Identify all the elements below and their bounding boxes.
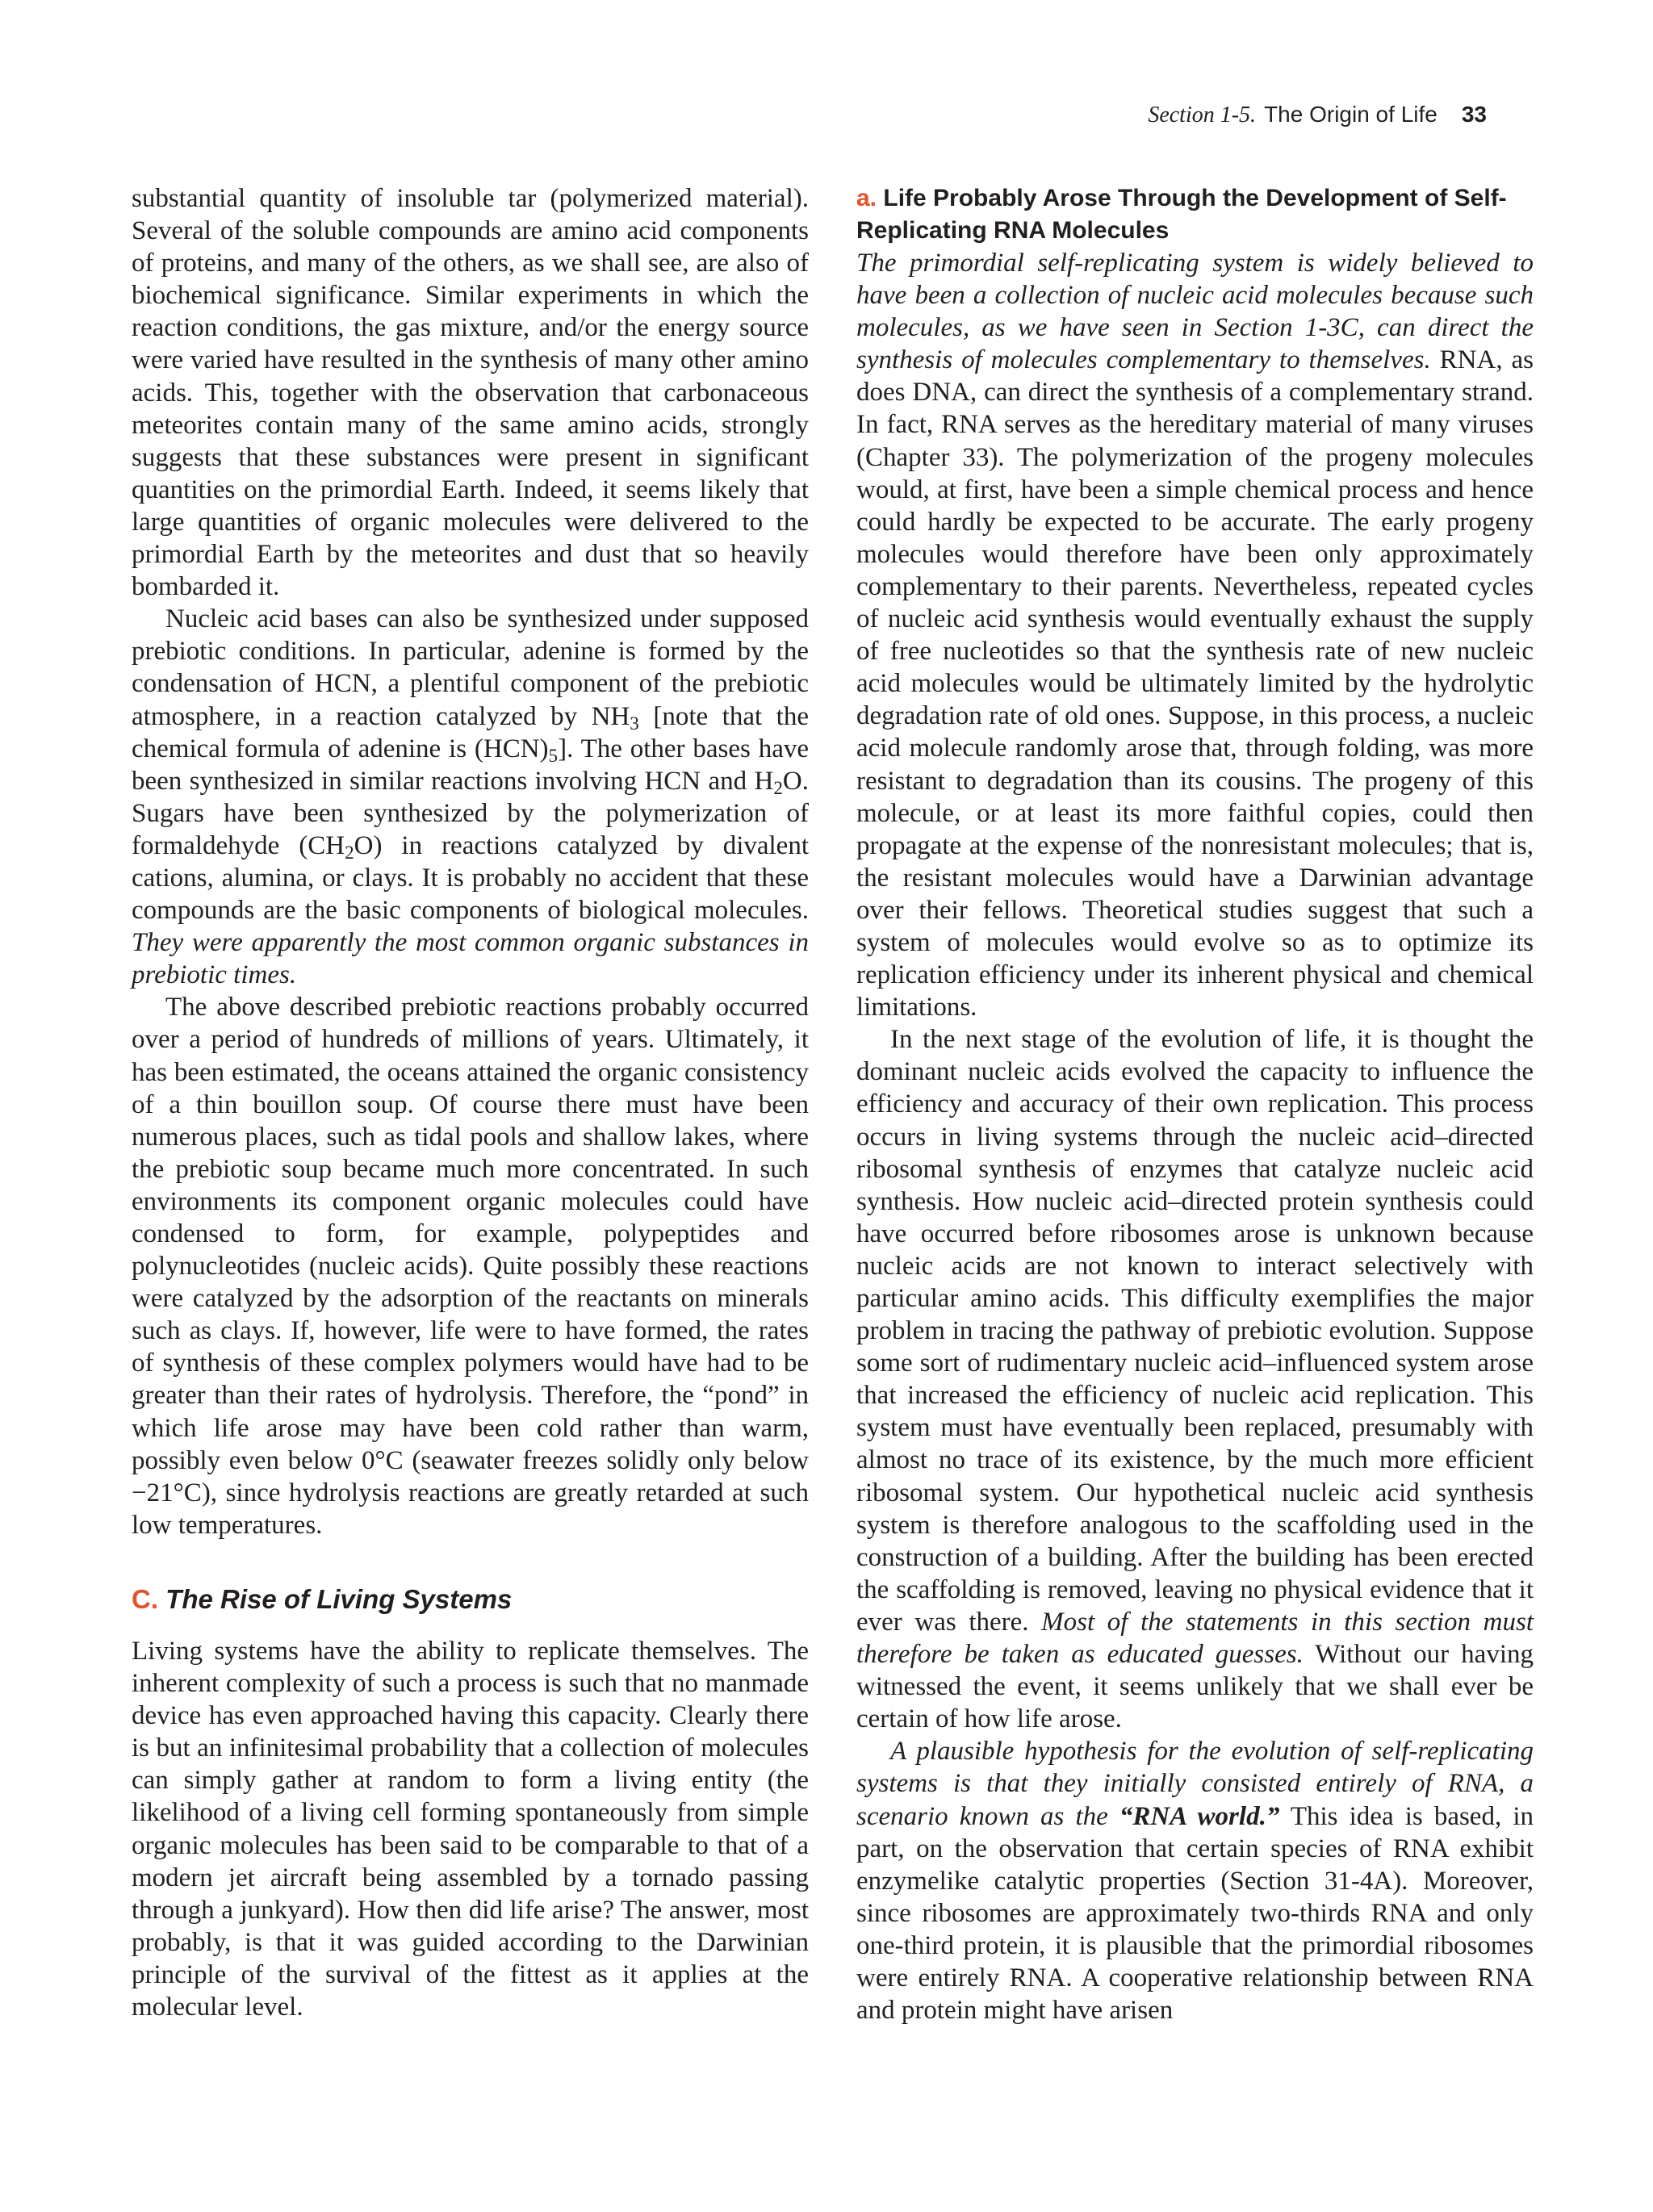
running-head <box>1148 100 1487 130</box>
left-paragraph-3: The above described prebiotic reactions probably occurred over a period of hundreds of millions of years. Ultimately, it has been estimated, the oceans attained the organic consistency of a thin bouillon soup. Of course there must have been numerous places, such as tidal pools and shallow lakes, where the prebiotic soup became much more concentrated. In such environments its component organic molecules could have condensed to form, for example, polypeptides and polynucleotides (nucleic acids). Quite possibly these reactions were catalyzed by the adsorption of the reactants on minerals such as clays. If, however, life were to have formed, the rates of synthesis of these complex polymers would have had to be greater than their rates of hydrolysis. Therefore, the “pond” in which life arose may have been cold rather than warm, possibly even below 0°C (seawater freezes solidly only below −21°C), since hydrolysis reactions are greatly retarded at such low temperatures. <box>132 993 809 1540</box>
section-heading-c <box>132 1583 809 1616</box>
right-paragraph-3: A plausible hypothesis for the evolution of self-replicating systems is that they initially consisted entirely of RNA, a scenario known as the “RNA world.” This idea is based, in part, on the observation that certain species of RNA exhibit enzymelike catalytic properties (Section 31-4A). Moreover, since ribosomes are approximately two-thirds RNA and only one-third protein, it is plausible that the primordial ribosomes were entirely RNA. A cooperative relationship between RNA and protein might have arisen <box>856 1737 1534 2026</box>
left-paragraph-1: substantial quantity of insoluble tar (polymerized material). Several of the soluble compounds are amino acid components of proteins, and many of the others, as we shall see, are also of biochemical significance. Similar experiments in which the reaction conditions, the gas mixture, and/or the energy source were varied have resulted in the synthesis of many other amino acids. This, together with the observation that carbonaceous meteorites contain many of the same amino acids, strongly suggests that these substances were present in significant quantities on the primordial Earth. Indeed, it seems likely that large quantities of organic molecules were delivered to the primordial Earth by the meteorites and dust that so heavily bombarded it. <box>132 184 809 602</box>
right-column <box>856 182 1534 2026</box>
left-paragraph-4: Living systems have the ability to replicate themselves. The inherent complexity of such a process is such that no manmade device has even approached having this capacity. Clearly there is but an infinitesimal probability that a collection of molecules can simply gather at random to form a living entity (the likelihood of a living cell forming spontaneously from simple organic molecules has been said to be comparable to that of a modern jet aircraft being assembled by a tornado passing through a junkyard). How then did life arise? The answer, most probably, is that it was guided according to the Darwinian principle of the survival of the fittest as it applies at the molecular level. <box>132 1636 809 2022</box>
section-title: The Rise of Living Systems <box>165 1583 513 1614</box>
running-head-section: Section 1-5. <box>1148 102 1257 128</box>
subsection-title: Life Probably Arose Through the Development of Self-Replicating RNA Molecules <box>856 185 1507 244</box>
subsection-letter: a. <box>856 185 877 211</box>
right-paragraph-2: In the next stage of the evolution of life, it is thought the dominant nucleic acids evolved the capacity to influence the efficiency and accuracy of their own replication. This process occurs in living systems through the nucleic acid–directed ribosomal synthesis of enzymes that catalyze nucleic acid synthesis. How nucleic acid–directed protein synthesis could have occurred before ribosomes arose is unknown because nucleic acids are not known to interact selectively with particular amino acids. This difficulty exemplifies the major problem in tracing the pathway of prebiotic evolution. Suppose some sort of rudimentary nucleic acid–influenced system arose that increased the efficiency of nucleic acid replication. This system must have eventually been replaced, presumably with almost no trace of its existence, by the much more efficient ribosomal system. Our hypothetical nucleic acid synthesis system is therefore analogous to the scaffolding used in the construction of a building. After the building has been erected the scaffolding is removed, leaving no physical evidence that it ever was there. Most of the statements in this section must therefore be taken as educated guesses. Without our having witnessed the event, it seems unlikely that we shall ever be certain of how life arose. <box>856 1025 1534 1734</box>
subsection-heading-a <box>856 182 1534 247</box>
right-paragraph-1: The primordial self-replicating system is widely believed to have been a collection of nucleic acid molecules because such molecules, as we have seen in Section 1-3C, can direct the synthesis of molecules complementary to themselves. RNA, as does DNA, can direct the synthesis of a complementary strand. In fact, RNA serves as the hereditary material of many viruses (Chapter 33). The polymerization of the progeny molecules would, at first, have been a simple chemical process and hence could hardly be expected to be accurate. The early progeny molecules would therefore have been only approximately complementary to their parents. Nevertheless, repeated cycles of nucleic acid synthesis would eventually exhaust the supply of free nucleotides so that the synthesis rate of new nucleic acid molecules would be ultimately limited by the hydrolytic degradation rate of old ones. Suppose, in this process, a nucleic acid molecule randomly arose that, through folding, was more resistant to degradation than its cousins. The progeny of this molecule, or at least its more faithful copies, could then propagate at the expense of the nonresistant molecules; that is, the resistant molecules would have a Darwinian advantage over their fellows. Theoretical studies suggest that such a system of molecules would evolve so as to optimize its replication efficiency under its inherent physical and chemical limitations. <box>856 249 1534 1022</box>
running-head-title: The Origin of Life <box>1264 102 1437 127</box>
left-paragraph-2: Nucleic acid bases can also be synthesized under supposed prebiotic conditions. In particular, adenine is formed by the condensation of HCN, a plentiful component of the prebiotic atmosphere, in a reaction catalyzed by $NH_3$ [note that the chemical formula of adenine is $(HCN)_5$]. The other bases have been synthesized in similar reactions involving HCN and $H_2O$. Sugars have been synthesized by the polymerization of formaldehyde $(CH_2O)$ in reactions catalyzed by divalent cations, alumina, or clays. It is probably no accident that these compounds are the basic components of biological molecules. They were apparently the most common organic substances in prebiotic times. <box>132 604 809 990</box>
left-column <box>132 182 809 2023</box>
section-letter: C. <box>132 1583 158 1614</box>
page-number: 33 <box>1461 102 1487 127</box>
